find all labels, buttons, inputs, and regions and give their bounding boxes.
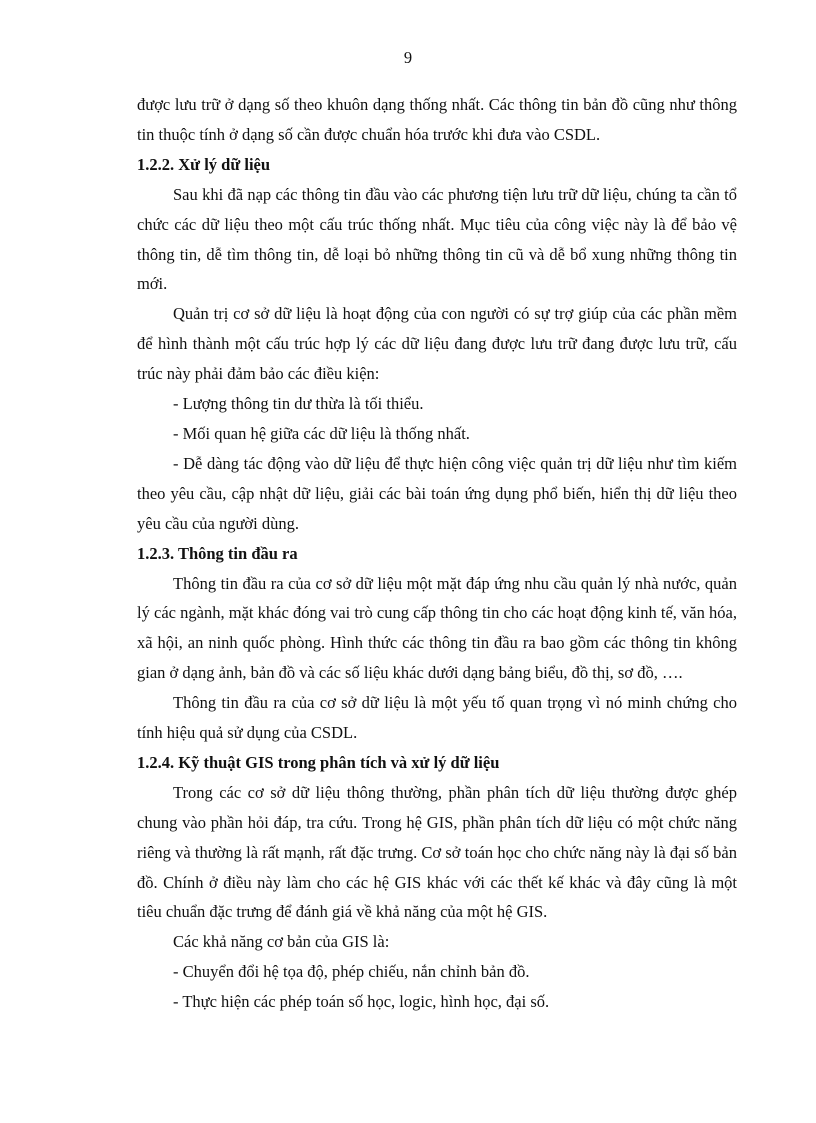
paragraph-intro: được lưu trữ ở dạng số theo khuôn dạng thống nhất. Các thông tin bản đồ cũng như thông tin thuộc tính ở dạng số cần được chuẩn hóa trước khi đưa vào CSDL.	[137, 95, 737, 144]
paragraph: Các khả năng cơ bản của GIS là:	[173, 932, 390, 952]
paragraph: Trong các cơ sở dữ liệu thông thường, phần phân tích dữ liệu thường được ghép chung vào phần hỏi đáp, tra cứu. Trong hệ GIS, phần phân tích dữ liệu có một chức năng riêng và thường là rất mạnh, rất đặc trưng. Cơ sở toán học cho chức năng này là đại số bản đồ. Chính ở điều này làm cho các hệ GIS khác với các thết kế khác và đây cũng là một tiêu chuẩn đặc trưng để đánh giá về khả năng của một hệ GIS.	[137, 782, 737, 922]
list-item: - Chuyển đổi hệ tọa độ, phép chiếu, nắn chỉnh bản đồ.	[173, 962, 530, 982]
paragraph: Quản trị cơ sở dữ liệu là hoạt động của con người có sự trợ giúp của các phần mềm để hình thành một cấu trúc hợp lý các dữ liệu đang được lưu trữ đang được lưu trữ, cấu trúc này phải đảm bảo các điều kiện:	[137, 304, 737, 384]
heading-1-2-3: 1.2.3. Thông tin đầu ra	[137, 543, 298, 563]
paragraph: Thông tin đầu ra của cơ sở dữ liệu là một yếu tố quan trọng vì nó minh chứng cho tính hiệu quả sử dụng của CSDL.	[137, 693, 737, 743]
list-item: - Lượng thông tin dư thừa là tối thiểu.	[173, 394, 424, 414]
heading-1-2-4: 1.2.4. Kỹ thuật GIS trong phân tích và xử lý dữ liệu	[137, 752, 500, 772]
document-body	[137, 90, 737, 1017]
list-item: - Thực hiện các phép toán số học, logic, hình học, đại số.	[173, 992, 550, 1012]
heading-1-2-2: 1.2.2. Xử lý dữ liệu	[137, 154, 271, 174]
list-item: - Dễ dàng tác động vào dữ liệu để thực hiện công việc quản trị dữ liệu như tìm kiếm theo yêu cầu, cập nhật dữ liệu, giải các bài toán ứng dụng phổ biến, hiển thị dữ liệu theo yêu cầu của người dùng.	[137, 453, 737, 533]
list-item: - Mối quan hệ giữa các dữ liệu là thống nhất.	[173, 423, 470, 443]
page-number: 9	[403, 48, 413, 67]
paragraph: Thông tin đầu ra của cơ sở dữ liệu một mặt đáp ứng nhu cầu quản lý nhà nước, quản lý các ngành, mặt khác đóng vai trò cung cấp thông tin cho các hoạt động kinh tế, văn hóa, xã hội, an ninh quốc phòng. Hình thức các thông tin đầu ra bao gồm các thông tin không gian ở dạng ảnh, bản đồ và các số liệu khác dưới dạng bảng biểu, đồ thị, sơ đồ, ….	[137, 573, 737, 683]
paragraph: Sau khi đã nạp các thông tin đầu vào các phương tiện lưu trữ dữ liệu, chúng ta cần tổ chức các dữ liệu theo một cấu trúc thống nhất. Mục tiêu của công việc này là để bảo vệ thông tin, dễ tìm thông tin, dễ loại bỏ những thông tin cũ và dễ bổ xung những thông tin mới.	[137, 184, 737, 294]
